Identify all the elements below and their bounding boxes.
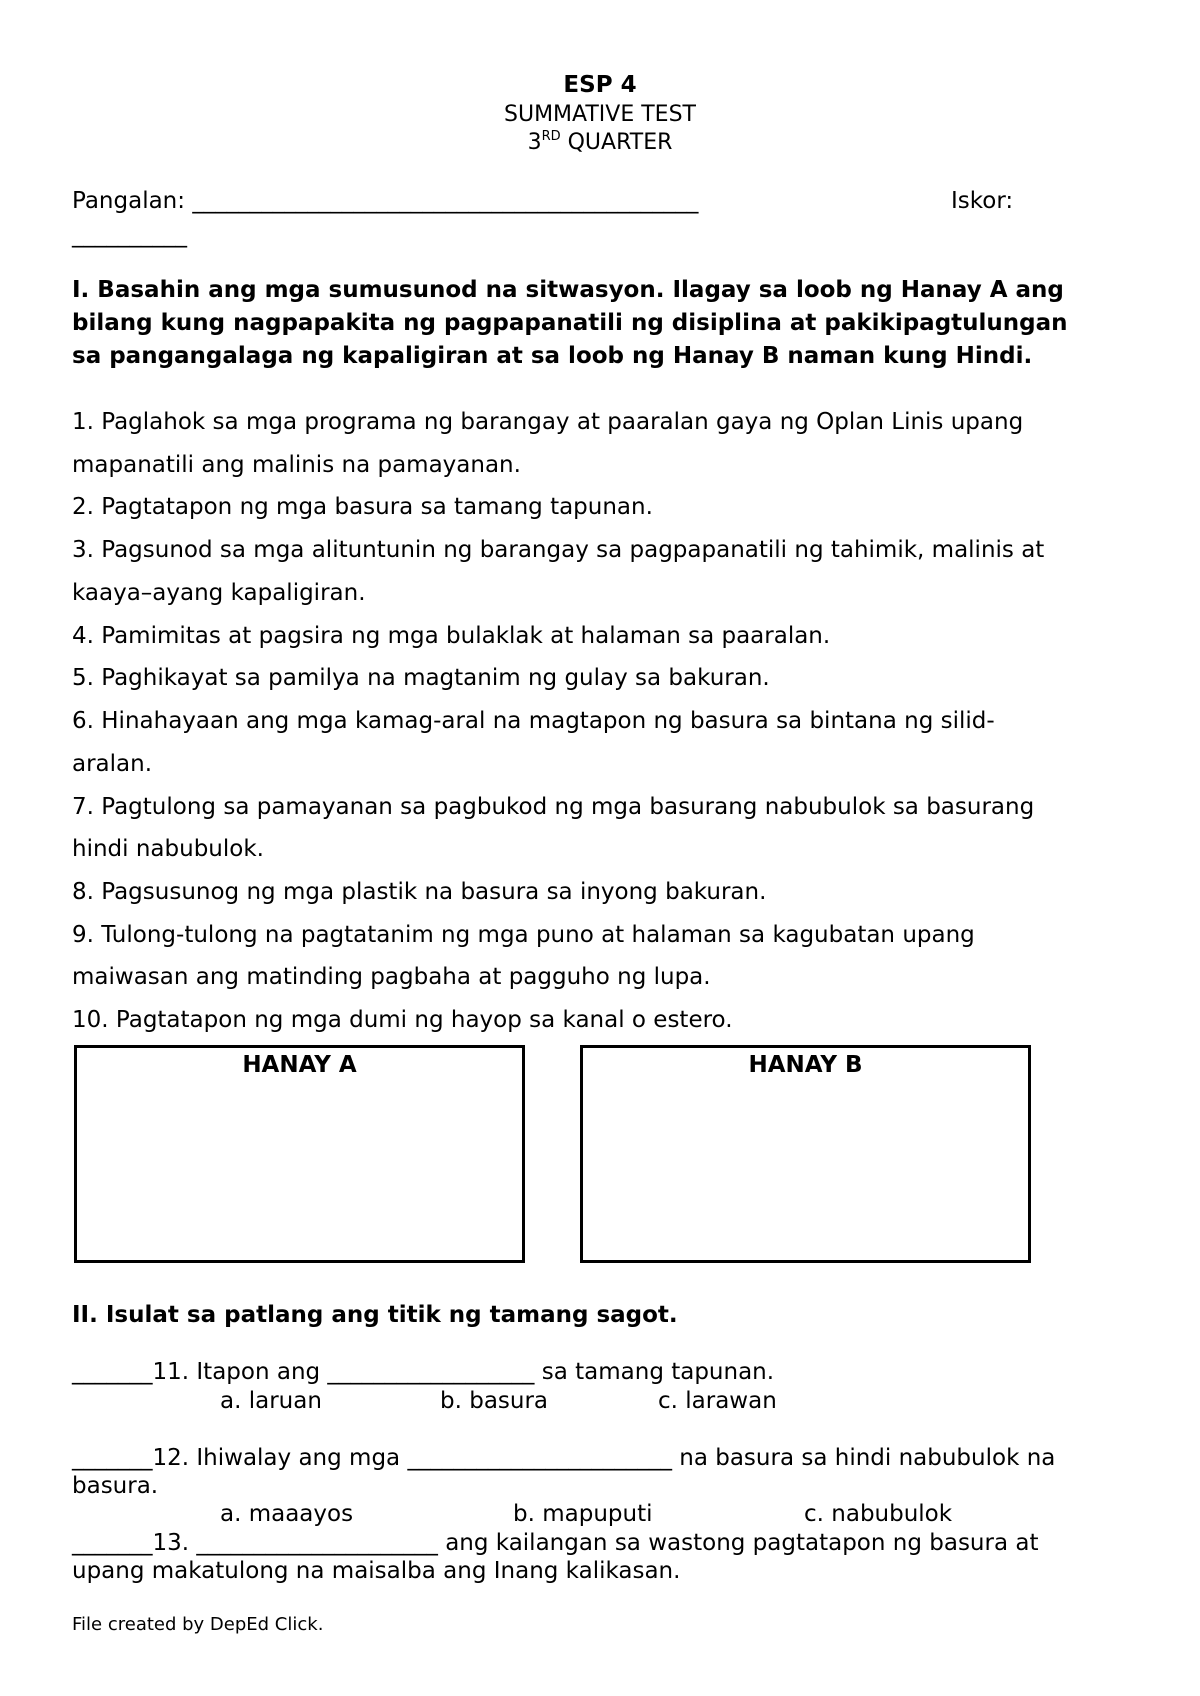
item-line: 4. Pamimitas at pagsira ng mga bulaklak at halaman sa paaralan. (72, 623, 831, 649)
footer-credit: File created by DepEd Click. (72, 1614, 324, 1635)
part1-instruction-line: I. Basahin ang mga sumusunod na sitwasyon. Ilagay sa loob ng Hanay A ang (72, 277, 1064, 303)
q12-choice-c: c. nabubulok (804, 1501, 953, 1527)
question-11: _______11. Itapon ang __________________ sa tamang tapunan. (72, 1359, 775, 1385)
part1-instruction-line: sa pangangalaga ng kapaligiran at sa loob ng Hanay B naman kung Hindi. (72, 343, 1033, 369)
item-line: kaaya–ayang kapaligiran. (72, 580, 366, 606)
test-subtitle: SUMMATIVE TEST (504, 102, 696, 127)
item-line: 9. Tulong-tulong na pagtatanim ng mga puno at halaman sa kagubatan upang (72, 922, 975, 948)
test-title: ESP 4 (563, 72, 637, 98)
name-field (72, 188, 698, 214)
part1-instruction-line: bilang kung nagpapakita ng pagpapanatili ng disiplina at pakikipagtulungan (72, 310, 1068, 336)
question-12: _______12. Ihiwalay ang mga _______________________ na basura sa hindi nabubulok na (72, 1445, 1056, 1471)
item-line: 5. Paghikayat sa pamilya na magtanim ng gulay sa bakuran. (72, 665, 770, 691)
score-blank: __________ (72, 222, 187, 248)
item-line: 1. Paglahok sa mga programa ng barangay at paaralan gaya ng Oplan Linis upang (72, 409, 1024, 435)
q11-choice-c: c. larawan (658, 1388, 777, 1414)
item-line: 2. Pagtatapon ng mga basura sa tamang tapunan. (72, 494, 653, 520)
item-line: 10. Pagtatapon ng mga dumi ng hayop sa kanal o estero. (72, 1007, 733, 1033)
score-label: Iskor: (951, 188, 1014, 214)
quarter-label: 3RD QUARTER (527, 129, 673, 155)
q11-choice-b: b. basura (440, 1388, 549, 1414)
item-line: 8. Pagsusunog ng mga plastik na basura sa inyong bakuran. (72, 879, 767, 905)
name-label: Pangalan: (72, 188, 186, 214)
item-line: 3. Pagsunod sa mga alituntunin ng barangay sa pagpapanatili ng tahimik, malinis at (72, 537, 1045, 563)
hanay-a-box[interactable] (74, 1045, 525, 1263)
item-line: 6. Hinahayaan ang mga kamag-aral na magtapon ng basura sa bintana ng silid- (72, 708, 995, 734)
hanay-b-box[interactable] (580, 1045, 1031, 1263)
q12-choice-a: a. maaayos (220, 1501, 354, 1527)
hanay-a-label: HANAY A (242, 1052, 357, 1078)
question-12-cont: basura. (72, 1473, 159, 1499)
name-blank: ____________________________________________ (192, 188, 699, 214)
item-line: maiwasan ang matinding pagbaha at pagguho ng lupa. (72, 964, 711, 990)
hanay-b-label: HANAY B (748, 1052, 863, 1078)
item-line: mapanatili ang malinis na pamayanan. (72, 452, 521, 478)
question-13-cont: upang makatulong na maisalba ang Inang kalikasan. (72, 1558, 681, 1584)
part2-instruction: II. Isulat sa patlang ang titik ng tamang sagot. (72, 1302, 678, 1328)
item-line: hindi nabubulok. (72, 836, 264, 862)
item-line: 7. Pagtulong sa pamayanan sa pagbukod ng mga basurang nabubulok sa basurang (72, 794, 1035, 820)
q11-choice-a: a. laruan (220, 1388, 322, 1414)
item-line: aralan. (72, 751, 153, 777)
question-13: _______13. _____________________ ang kailangan sa wastong pagtatapon ng basura at (72, 1530, 1039, 1556)
q12-choice-b: b. mapuputi (513, 1501, 653, 1527)
